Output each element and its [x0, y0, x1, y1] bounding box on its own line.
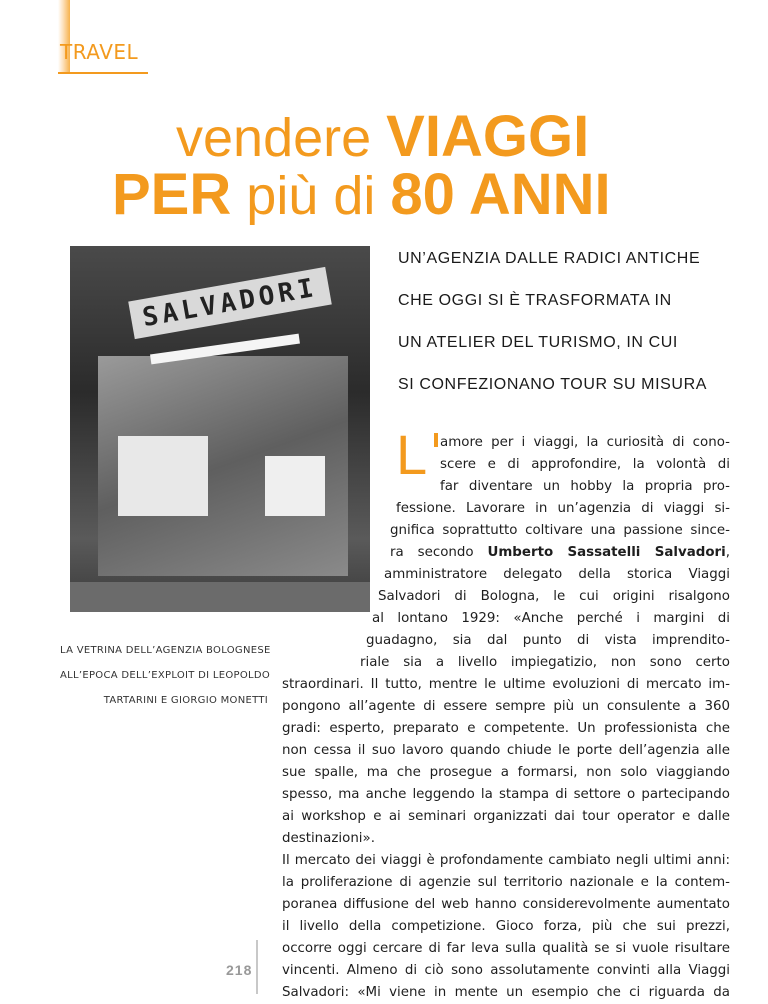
body-line: la proliferazione di agenzie sul territorio nazionale e la contem- [282, 875, 730, 890]
caption-line: TARTARINI E GIORGIO MONETTI [103, 695, 268, 706]
body-line: fessione. Lavorare in un’agenzia di viaggi si- [396, 501, 730, 516]
headline-line-1 [176, 104, 590, 169]
body-line: scere e di approfondire, la volontà di [440, 457, 730, 472]
body-line: occorre oggi cercare di far leva sulla qualità se si vuole risultare [282, 941, 730, 956]
body-line: Salvadori di Bologna, le cui origini risalgono [378, 589, 730, 604]
photo-caption [60, 638, 271, 713]
article-body-column [390, 520, 730, 564]
subhead-line: UN ATELIER DEL TURISMO, IN CUI [398, 334, 678, 351]
headline-line-2 [112, 162, 611, 227]
subhead-line: CHE OGGI SI È TRASFORMATA IN [398, 292, 672, 309]
article-body-column [378, 586, 730, 608]
article-body-column [384, 564, 730, 586]
section-label: TRAVEL [60, 40, 139, 64]
body-line: gradi: esperto, preparato e competente. Un professionista che [282, 721, 730, 736]
body-text: , [725, 545, 730, 560]
photo-poster [118, 436, 208, 516]
body-line: al lontano 1929: «Anche perché i margini di [372, 611, 730, 626]
body-line: guadagno, sia dal punto di vista imprendito- [366, 633, 730, 648]
article-body-column [396, 498, 730, 520]
body-line: riale sia a livello impiegatizio, non sono certo [360, 655, 730, 670]
body-line: amministratore delegato della storica Viaggi [384, 567, 730, 582]
body-line-with-name [390, 542, 730, 564]
headline-light-2: più di [246, 166, 376, 226]
body-line: gnifica soprattutto coltivare una passione since- [390, 523, 730, 538]
section-underline [58, 72, 148, 74]
body-line: il livello della competizione. Gioco forza, più che sui prezzi, [282, 919, 730, 934]
drop-cap-bar [434, 433, 438, 447]
person-name: Umberto Sassatelli Salvadori [487, 545, 726, 560]
body-line: sue spalle, ma che prosegue a formarsi, non solo viaggiando [282, 765, 730, 780]
body-line: poranea diffusione del web hanno considerevolmente aumentato [282, 897, 730, 912]
body-line: pongono all’agente di essere sempre più un consulente a 360 [282, 699, 730, 714]
body-line: non cessa il suo lavoro quando chiude le porte dell’agenzia alle [282, 743, 730, 758]
body-line: spesso, ma anche leggendo la stampa di settore o partecipando [282, 787, 730, 802]
body-line: vincenti. Almeno di ciò sono assolutamente convinti alla Viaggi [282, 963, 730, 978]
subhead-line: SI CONFEZIONANO TOUR SU MISURA [398, 376, 707, 393]
article-body-column [360, 652, 730, 674]
storefront-photo [70, 246, 370, 612]
photo-shop-sign: SALVADORI [128, 267, 332, 339]
body-line: ai workshop e ai seminari organizzati dai tour operator e dalle [282, 809, 730, 824]
caption-line: LA VETRINA DELL’AGENZIA BOLOGNESE [60, 645, 271, 656]
photo-poster [265, 456, 325, 516]
body-line: far diventare un hobby la propria pro- [440, 479, 730, 494]
headline-bold-2a: PER [112, 162, 232, 227]
body-line: Salvadori: «Mi viene in mente un esempio che ci riguarda da [282, 985, 730, 1000]
body-line: Il mercato dei viaggi è profondamente cambiato negli ultimi anni: [282, 853, 730, 868]
body-text: ra secondo [390, 545, 488, 560]
photo-floor [70, 582, 370, 612]
headline-bold-2b: 80 ANNI [390, 162, 611, 227]
body-line: straordinari. Il tutto, mentre le ultime evoluzioni di mercato im- [282, 677, 730, 692]
subheadline [398, 250, 728, 418]
caption-line: ALL’EPOCA DELL’EXPLOIT DI LEOPOLDO [60, 670, 271, 681]
article-body-column [440, 432, 730, 498]
headline-light-1: vendere [176, 108, 372, 168]
article-body-wide [282, 674, 730, 1004]
page-number: 218 [226, 962, 253, 978]
body-line: destinazioni». [282, 831, 375, 846]
subhead-line: UN’AGENZIA DALLE RADICI ANTICHE [398, 250, 701, 267]
headline-bold-1: VIAGGI [386, 104, 590, 169]
folio-rule [256, 940, 258, 994]
article-body-column [372, 608, 730, 630]
article-body-column [366, 630, 730, 652]
body-line: amore per i viaggi, la curiosità di cono- [440, 435, 730, 450]
drop-cap: L [396, 423, 428, 486]
